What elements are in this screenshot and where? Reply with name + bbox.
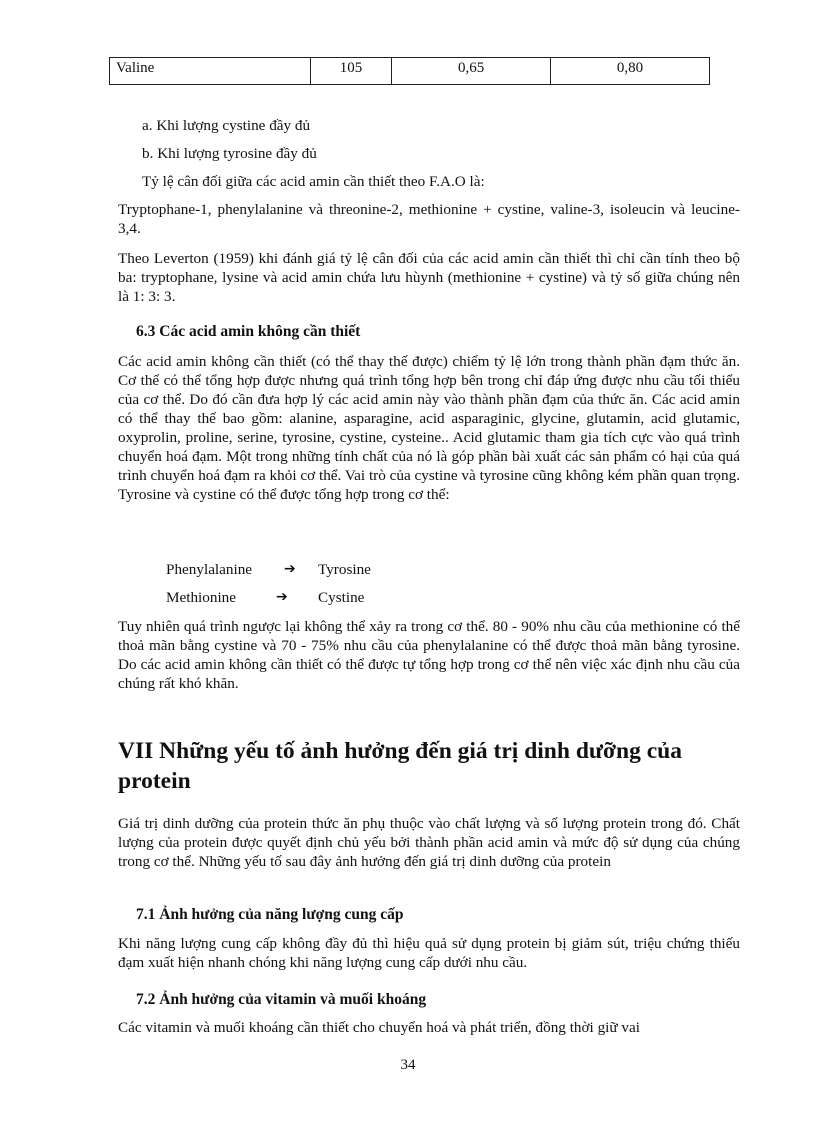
fao-intro: Tỷ lệ cân đối giữa các acid amin cần thiết theo F.A.O là: [142, 173, 485, 190]
note-b: b. Khi lượng tyrosine đầy đủ [142, 145, 317, 162]
leverton-paragraph: Theo Leverton (1959) khi đánh giá tỷ lệ cân đối của các acid amin cần thiết thì chỉ cần tính theo bộ ba: tryptophane, lysine và acid amin chứa lưu hùynh (methionine + cystine) và tỷ số giữa chúng nên là 1: 3: 3. [118, 250, 740, 305]
table-cell-value: 105 [310, 58, 391, 85]
chapter-heading-vii: VII Những yếu tố ảnh hưởng đến giá trị dinh dưỡng của protein [118, 738, 682, 794]
section-7-1-body: Khi năng lượng cung cấp không đầy đủ thì hiệu quả sử dụng protein bị giảm sút, triệu chứng thiếu đạm xuất hiện nhanh chóng khi năng lượng cung cấp dưới nhu cầu. [118, 935, 740, 971]
table-cell-value: 0,80 [551, 58, 710, 85]
section-6-3-body: Các acid amin không cần thiết (có thể thay thế được) chiếm tỷ lệ lớn trong thành phần đạm thức ăn. Cơ thể có thể tổng hợp được nhưng quá trình tổng hợp bên trong chỉ đáp ứng được nhu cầu tối thiểu của cơ thể. Do đó cần đưa hợp lý các acid amin này vào thành phần đạm của thức ăn. Các acid amin có thể thay thế bao gồm: alanine, asparagine, acid asparaginic, glycine, glutamin, acid glutamic, oxyprolin, proline, serine, tyrosine, cystine, cysteine.. Acid glutamic tham gia tích cực vào quá trình chuyển hoá đạm. Một trong những tính chất của nó là góp phần bài xuất các sản phẩm có hại của quá trình chuyển hoá đạm ra khỏi cơ thể. Vai trò của cystine và tyrosine cũng không kém phần quan trọng. Tyrosine và cystine có thể được tổng hợp trong cơ thể: [118, 353, 740, 503]
arrow-right-icon: ➔ [284, 561, 296, 577]
table-cell-name: Valine [110, 58, 311, 85]
section-heading-7-1: 7.1 Ảnh hưởng của năng lượng cung cấp [136, 906, 404, 923]
section-6-3-closing: Tuy nhiên quá trình ngược lại không thể xảy ra trong cơ thể. 80 - 90% nhu cầu của methionine có thể thoả mãn bằng cystine và 70 - 75% nhu cầu của phenylalanine có thể được thoả mãn bằng tyrosine. Do các acid amin không cần thiết có thể được tự tổng hợp trong cơ thể nên việc xác định nhu cầu của chúng rất khó khăn. [118, 618, 740, 692]
page-number: 34 [400, 1057, 416, 1073]
conversion-from: Methionine [166, 589, 237, 606]
table-row [110, 58, 710, 85]
section-7-2-body: Các vitamin và muối khoáng cần thiết cho chuyển hoá và phát triển, đồng thời giữ vai [118, 1019, 640, 1036]
chapter-vii-intro: Giá trị dinh dưỡng của protein thức ăn phụ thuộc vào chất lượng và số lượng protein trong đó. Chất lượng của protein được quyết định chủ yếu bởi thành phần acid amin và mức độ sử dụng của chúng trong cơ thể. Những yếu tố sau đây ảnh hưởng đến giá trị dinh dưỡng của protein [118, 815, 740, 870]
conversion-from: Phenylalanine [166, 561, 253, 578]
section-heading-6-3: 6.3 Các acid amin không cần thiết [136, 323, 361, 340]
arrow-right-icon: ➔ [276, 589, 288, 605]
note-a: a. Khi lượng cystine đầy đủ [142, 117, 311, 134]
table-cell-value: 0,65 [392, 58, 551, 85]
fao-ratio-paragraph: Tryptophane-1, phenylalanine và threonine-2, methionine + cystine, valine-3, isoleucin và leucine-3,4. [118, 201, 740, 237]
amino-acid-table [109, 57, 710, 85]
conversion-to: Cystine [318, 589, 365, 606]
conversion-to: Tyrosine [318, 561, 371, 578]
section-heading-7-2: 7.2 Ảnh hưởng của vitamin và muối khoáng [136, 991, 427, 1008]
